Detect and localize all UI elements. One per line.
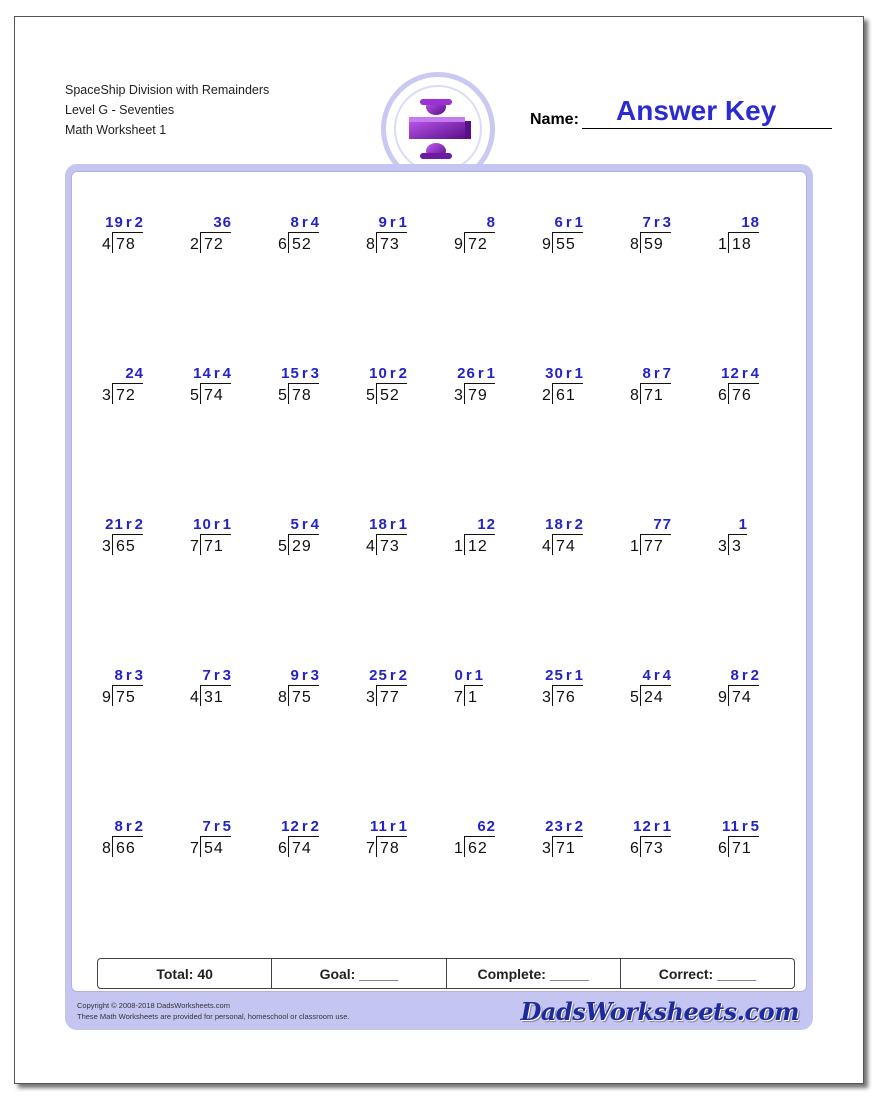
answer-text [190, 818, 232, 835]
quotient: 8 [114, 667, 124, 684]
answer-text [718, 365, 760, 382]
remainder-letter: r [565, 214, 573, 231]
divisor: 3 [542, 689, 551, 706]
remainder: 1 [398, 214, 408, 231]
quotient: 7 [202, 818, 212, 835]
worksheet-page [14, 16, 864, 1084]
divisor: 7 [190, 840, 199, 857]
quotient: 8 [730, 667, 740, 684]
dividend: 78 [116, 236, 136, 253]
dividend: 76 [556, 689, 576, 706]
divisor: 5 [190, 387, 199, 404]
quotient: 77 [653, 516, 672, 533]
divisor: 5 [278, 387, 287, 404]
quotient: 24 [125, 365, 144, 382]
dividend: 72 [116, 387, 136, 404]
answer-key-label: Answer Key [616, 95, 777, 126]
divisor: 6 [718, 840, 727, 857]
divisor: 7 [454, 689, 463, 706]
remainder-letter: r [477, 365, 485, 382]
remainder-letter: r [389, 365, 397, 382]
division-problem [630, 669, 700, 713]
dividend: 71 [644, 387, 664, 404]
dividend: 75 [116, 689, 136, 706]
remainder: 2 [134, 214, 144, 231]
quotient: 25 [545, 667, 564, 684]
remainder: 3 [310, 365, 320, 382]
quotient: 62 [477, 818, 496, 835]
remainder-letter: r [125, 818, 133, 835]
division-problem [278, 669, 348, 713]
copyright-text: Copyright © 2008-2018 DadsWorksheets.com [77, 1001, 230, 1010]
answer-text [366, 667, 408, 684]
remainder-letter: r [653, 667, 661, 684]
quotient: 19 [105, 214, 124, 231]
division-problem [102, 518, 172, 562]
dividend: 59 [644, 236, 664, 253]
remainder-letter: r [741, 667, 749, 684]
dividend: 71 [556, 840, 576, 857]
answer-text [366, 516, 408, 533]
divisor: 5 [278, 538, 287, 555]
division-problem [454, 669, 524, 713]
remainder: 1 [662, 818, 672, 835]
dividend: 73 [644, 840, 664, 857]
quotient: 18 [369, 516, 388, 533]
remainder: 1 [222, 516, 232, 533]
remainder: 2 [398, 667, 408, 684]
remainder: 1 [398, 818, 408, 835]
dividend: 73 [380, 236, 400, 253]
quotient: 30 [545, 365, 564, 382]
remainder: 3 [134, 667, 144, 684]
division-problem [718, 518, 788, 562]
worksheet-number: Math Worksheet 1 [65, 123, 167, 137]
quotient: 7 [642, 214, 652, 231]
divisor: 3 [102, 538, 111, 555]
remainder-letter: r [741, 818, 749, 835]
dividend: 73 [380, 538, 400, 555]
remainder-letter: r [653, 818, 661, 835]
divisor: 1 [630, 538, 639, 555]
answer-text [278, 667, 320, 684]
quotient: 11 [369, 818, 388, 835]
answer-text [454, 214, 496, 231]
division-problem [102, 216, 172, 260]
divisor: 4 [366, 538, 375, 555]
answer-text [278, 214, 320, 231]
division-problem [542, 216, 612, 260]
remainder: 3 [310, 667, 320, 684]
answer-text [278, 365, 320, 382]
answer-text [630, 667, 672, 684]
division-problem [366, 518, 436, 562]
remainder: 4 [310, 214, 320, 231]
division-problem [718, 216, 788, 260]
answer-text [190, 214, 232, 231]
dividend: 74 [204, 387, 224, 404]
divisor: 6 [278, 236, 287, 253]
dividend: 71 [204, 538, 224, 555]
division-problem [190, 216, 260, 260]
problem-grid [72, 172, 806, 991]
remainder-letter: r [301, 516, 309, 533]
divisor: 4 [190, 689, 199, 706]
dividend: 65 [116, 538, 136, 555]
dividend: 79 [468, 387, 488, 404]
divisor: 5 [630, 689, 639, 706]
divisor: 1 [454, 538, 463, 555]
division-problem [278, 820, 348, 864]
quotient: 11 [721, 818, 740, 835]
division-problem [190, 669, 260, 713]
quotient: 8 [486, 214, 496, 231]
quotient: 12 [281, 818, 300, 835]
answer-text [278, 818, 320, 835]
goal-field[interactable]: Goal: _____ [272, 959, 446, 988]
total-count: Total: 40 [98, 959, 272, 988]
division-problem [102, 367, 172, 411]
quotient: 5 [290, 516, 300, 533]
name-field[interactable] [530, 95, 832, 129]
division-problem [366, 216, 436, 260]
answer-text [454, 516, 496, 533]
answer-text [190, 667, 232, 684]
division-problem [454, 820, 524, 864]
remainder: 1 [574, 667, 584, 684]
divisor: 2 [190, 236, 199, 253]
quotient: 12 [721, 365, 740, 382]
division-problem [542, 669, 612, 713]
division-problem [630, 367, 700, 411]
remainder: 2 [574, 516, 584, 533]
remainder-letter: r [125, 667, 133, 684]
answer-text [102, 818, 144, 835]
division-problem [718, 820, 788, 864]
answer-text [630, 214, 672, 231]
divisor: 8 [366, 236, 375, 253]
dividend: 29 [292, 538, 312, 555]
answer-text [718, 516, 748, 533]
dividend: 72 [204, 236, 224, 253]
dividend: 74 [556, 538, 576, 555]
quotient: 10 [193, 516, 212, 533]
remainder: 2 [310, 818, 320, 835]
remainder-letter: r [389, 818, 397, 835]
dividend: 75 [292, 689, 312, 706]
correct-field[interactable]: Correct: _____ [658, 965, 757, 982]
remainder-letter: r [565, 365, 573, 382]
division-problem [190, 518, 260, 562]
division-problem [102, 820, 172, 864]
division-problem [718, 669, 788, 713]
division-problem [454, 367, 524, 411]
answer-text [366, 365, 408, 382]
divisor: 3 [102, 387, 111, 404]
quotient: 8 [114, 818, 124, 835]
remainder: 2 [574, 818, 584, 835]
remainder-letter: r [213, 667, 221, 684]
worksheet-header [65, 80, 269, 140]
dividend: 61 [556, 387, 576, 404]
answer-text [102, 365, 144, 382]
remainder: 4 [310, 516, 320, 533]
dividend: 66 [116, 840, 136, 857]
dividend: 62 [468, 840, 488, 857]
divisor: 3 [366, 689, 375, 706]
dividend: 77 [644, 538, 664, 555]
quotient: 26 [457, 365, 476, 382]
remainder-letter: r [213, 365, 221, 382]
remainder: 3 [662, 214, 672, 231]
divisor: 4 [542, 538, 551, 555]
divisor: 7 [366, 840, 375, 857]
divisor: 1 [454, 840, 463, 857]
remainder-letter: r [653, 365, 661, 382]
remainder-letter: r [653, 214, 661, 231]
answer-text [542, 818, 584, 835]
remainder: 2 [134, 818, 144, 835]
name-underline [582, 128, 832, 129]
divisor: 8 [630, 236, 639, 253]
remainder: 4 [222, 365, 232, 382]
remainder-letter: r [565, 516, 573, 533]
divisor: 9 [718, 689, 727, 706]
complete-field[interactable]: Complete: _____ [447, 959, 621, 988]
remainder: 1 [398, 516, 408, 533]
answer-text [190, 516, 232, 533]
answer-text [542, 365, 584, 382]
answer-text [630, 818, 672, 835]
quotient: 7 [202, 667, 212, 684]
division-problem [278, 518, 348, 562]
remainder-letter: r [301, 818, 309, 835]
answer-text [542, 214, 584, 231]
remainder: 4 [662, 667, 672, 684]
dividend: 78 [292, 387, 312, 404]
divisor: 9 [454, 236, 463, 253]
quotient: 15 [281, 365, 300, 382]
answer-text [630, 516, 672, 533]
division-problem [542, 367, 612, 411]
quotient: 8 [642, 365, 652, 382]
dividend: 18 [732, 236, 752, 253]
remainder: 5 [222, 818, 232, 835]
division-problem [542, 820, 612, 864]
remainder-letter: r [389, 214, 397, 231]
answer-text [102, 667, 144, 684]
division-problem [630, 518, 700, 562]
quotient: 0 [454, 667, 464, 684]
dividend: 3 [732, 538, 742, 555]
answer-text [454, 818, 496, 835]
divisor: 8 [102, 840, 111, 857]
quotient: 21 [105, 516, 124, 533]
dividend: 74 [292, 840, 312, 857]
quotient: 4 [642, 667, 652, 684]
dividend: 12 [468, 538, 488, 555]
remainder: 2 [750, 667, 760, 684]
remainder-letter: r [741, 365, 749, 382]
remainder-letter: r [565, 667, 573, 684]
division-problem [454, 518, 524, 562]
dividend: 31 [204, 689, 224, 706]
score-summary [97, 958, 795, 989]
quotient: 1 [738, 516, 748, 533]
division-problem [366, 367, 436, 411]
division-problem [190, 820, 260, 864]
divisor: 9 [102, 689, 111, 706]
quotient: 18 [545, 516, 564, 533]
division-problem [278, 367, 348, 411]
divisor: 3 [542, 840, 551, 857]
divisor: 5 [366, 387, 375, 404]
remainder-letter: r [389, 516, 397, 533]
remainder-letter: r [465, 667, 473, 684]
dividend: 78 [380, 840, 400, 857]
remainder-letter: r [125, 214, 133, 231]
divisor: 6 [718, 387, 727, 404]
dividend: 24 [644, 689, 664, 706]
answer-text [454, 667, 484, 684]
divisor: 9 [542, 236, 551, 253]
remainder-letter: r [213, 818, 221, 835]
answer-text [718, 214, 760, 231]
divisor: 8 [278, 689, 287, 706]
answer-text [278, 516, 320, 533]
answer-text [190, 365, 232, 382]
remainder-letter: r [301, 365, 309, 382]
quotient: 10 [369, 365, 388, 382]
division-problem [718, 367, 788, 411]
answer-text [102, 214, 144, 231]
answer-text [542, 667, 584, 684]
worksheet-title: SpaceShip Division with Remainders [65, 83, 270, 97]
remainder-letter: r [301, 667, 309, 684]
remainder-letter: r [125, 516, 133, 533]
dividend: 77 [380, 689, 400, 706]
worksheet-level: Level G - Seventies [65, 103, 175, 117]
division-problem [630, 820, 700, 864]
quotient: 12 [477, 516, 496, 533]
remainder: 5 [750, 818, 760, 835]
division-problem [630, 216, 700, 260]
answer-text [454, 365, 496, 382]
quotient: 25 [369, 667, 388, 684]
answer-text [718, 667, 760, 684]
problems-area [71, 171, 807, 992]
dividend: 52 [380, 387, 400, 404]
dividend: 1 [468, 689, 478, 706]
division-problem [190, 367, 260, 411]
divisor: 8 [630, 387, 639, 404]
remainder: 4 [750, 365, 760, 382]
divisor: 3 [718, 538, 727, 555]
divisor: 6 [630, 840, 639, 857]
answer-text [718, 818, 760, 835]
remainder: 1 [486, 365, 496, 382]
dividend: 55 [556, 236, 576, 253]
quotient: 18 [741, 214, 760, 231]
remainder: 1 [574, 365, 584, 382]
division-problem [542, 518, 612, 562]
usage-notice: These Math Worksheets are provided for personal, homeschool or classroom use. [77, 1012, 350, 1021]
dividend: 76 [732, 387, 752, 404]
remainder: 1 [574, 214, 584, 231]
division-problem [366, 820, 436, 864]
dividend: 74 [732, 689, 752, 706]
quotient: 23 [545, 818, 564, 835]
division-problem [278, 216, 348, 260]
remainder-letter: r [301, 214, 309, 231]
divisor: 7 [190, 538, 199, 555]
remainder: 1 [474, 667, 484, 684]
answer-text [630, 365, 672, 382]
remainder-letter: r [389, 667, 397, 684]
footer-text [77, 1000, 350, 1022]
brand-logo: DadsWorksheets.com [520, 997, 799, 1026]
quotient: 36 [213, 214, 232, 231]
remainder: 2 [398, 365, 408, 382]
dividend: 54 [204, 840, 224, 857]
remainder-letter: r [565, 818, 573, 835]
division-problem [102, 669, 172, 713]
remainder-letter: r [213, 516, 221, 533]
remainder: 2 [134, 516, 144, 533]
problems-frame [65, 164, 813, 1030]
quotient: 8 [290, 214, 300, 231]
divisor: 6 [278, 840, 287, 857]
divisor: 1 [718, 236, 727, 253]
dividend: 71 [732, 840, 752, 857]
quotient: 9 [290, 667, 300, 684]
division-problem [366, 669, 436, 713]
quotient: 12 [633, 818, 652, 835]
dividend: 72 [468, 236, 488, 253]
quotient: 14 [193, 365, 212, 382]
divisor: 2 [542, 387, 551, 404]
remainder: 7 [662, 365, 672, 382]
answer-text [102, 516, 144, 533]
quotient: 6 [554, 214, 564, 231]
answer-text [366, 214, 408, 231]
divisor: 4 [102, 236, 111, 253]
remainder: 3 [222, 667, 232, 684]
name-label: Name: [530, 111, 579, 128]
answer-text [542, 516, 584, 533]
divisor: 3 [454, 387, 463, 404]
quotient: 9 [378, 214, 388, 231]
division-problem [454, 216, 524, 260]
dividend: 52 [292, 236, 312, 253]
answer-text [366, 818, 408, 835]
